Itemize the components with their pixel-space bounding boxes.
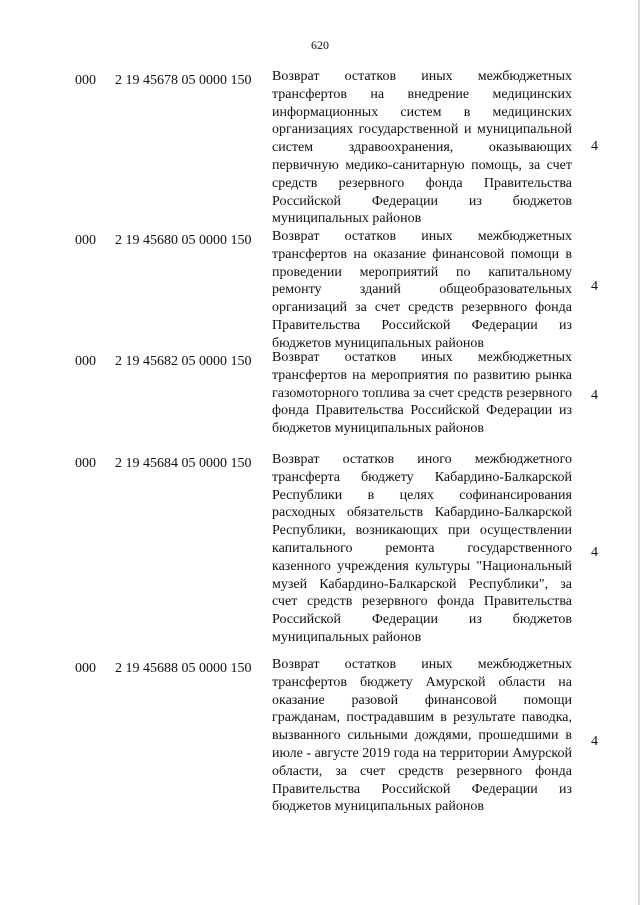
row-description: Возврат остатков иного межбюджетного трансферта бюджету Кабардино-Балкарской Республики в целях софинансирования расходных обязательств Кабардино-Балкарской Республики, возникающих при осуществлении капитального ремонта государственного казенного учреждения культуры "Национальный музей Кабардино-Балкарской Республики", за счет средств резервного фонда Правительства Российской Федерации из бюджетов муниципальных районов bbox=[272, 452, 572, 645]
admin-code: 000 bbox=[75, 233, 96, 248]
row-description: Возврат остатков иных межбюджетных трансфертов на мероприятия по развитию рынка газомоторного топлива за счет средств резервного фонда Правительства Российской Федерации из бюджетов муниципальных районов bbox=[272, 350, 572, 437]
budget-classification-code: 2 19 45680 05 0000 150 bbox=[115, 233, 252, 248]
row-group-number: 4 bbox=[591, 545, 598, 560]
row-description: Возврат остатков иных межбюджетных трансфертов на оказание финансовой помощи в проведении мероприятий по капитальному ремонту зданий общеобразовательных организаций за счет средств резервного фонда Правительства Российской Федерации из бюджетов муниципальных районов bbox=[272, 229, 572, 351]
budget-classification-code: 2 19 45688 05 0000 150 bbox=[115, 661, 252, 676]
row-description: Возврат остатков иных межбюджетных трансфертов на внедрение медицинских информационных систем в медицинских организациях государственной и муниципальной систем здравоохранения, оказывающих первичную медико-санитарную помощь, за счет средств резервного фонда Правительства Российской Федерации из бюджетов муниципальных районов bbox=[272, 69, 572, 227]
budget-classification-code: 2 19 45678 05 0000 150 bbox=[115, 73, 252, 88]
row-group-number: 4 bbox=[591, 279, 598, 294]
admin-code: 000 bbox=[75, 661, 96, 676]
budget-classification-code: 2 19 45682 05 0000 150 bbox=[115, 354, 252, 369]
admin-code: 000 bbox=[75, 354, 96, 369]
row-group-number: 4 bbox=[591, 388, 598, 403]
budget-classification-code: 2 19 45684 05 0000 150 bbox=[115, 456, 252, 471]
row-group-number: 4 bbox=[591, 139, 598, 154]
page-number: 620 bbox=[311, 38, 329, 52]
row-group-number: 4 bbox=[591, 734, 598, 749]
row-description: Возврат остатков иных межбюджетных трансфертов бюджету Амурской области на оказание разовой финансовой помощи гражданам, пострадавшим в результате паводка, вызванного сильными дождями, прошедшими в июле - августе 2019 года на территории Амурской области, за счет средств резервного фонда Правительства Российской Федерации из бюджетов муниципальных районов bbox=[272, 657, 572, 815]
admin-code: 000 bbox=[75, 456, 96, 471]
admin-code: 000 bbox=[75, 73, 96, 88]
